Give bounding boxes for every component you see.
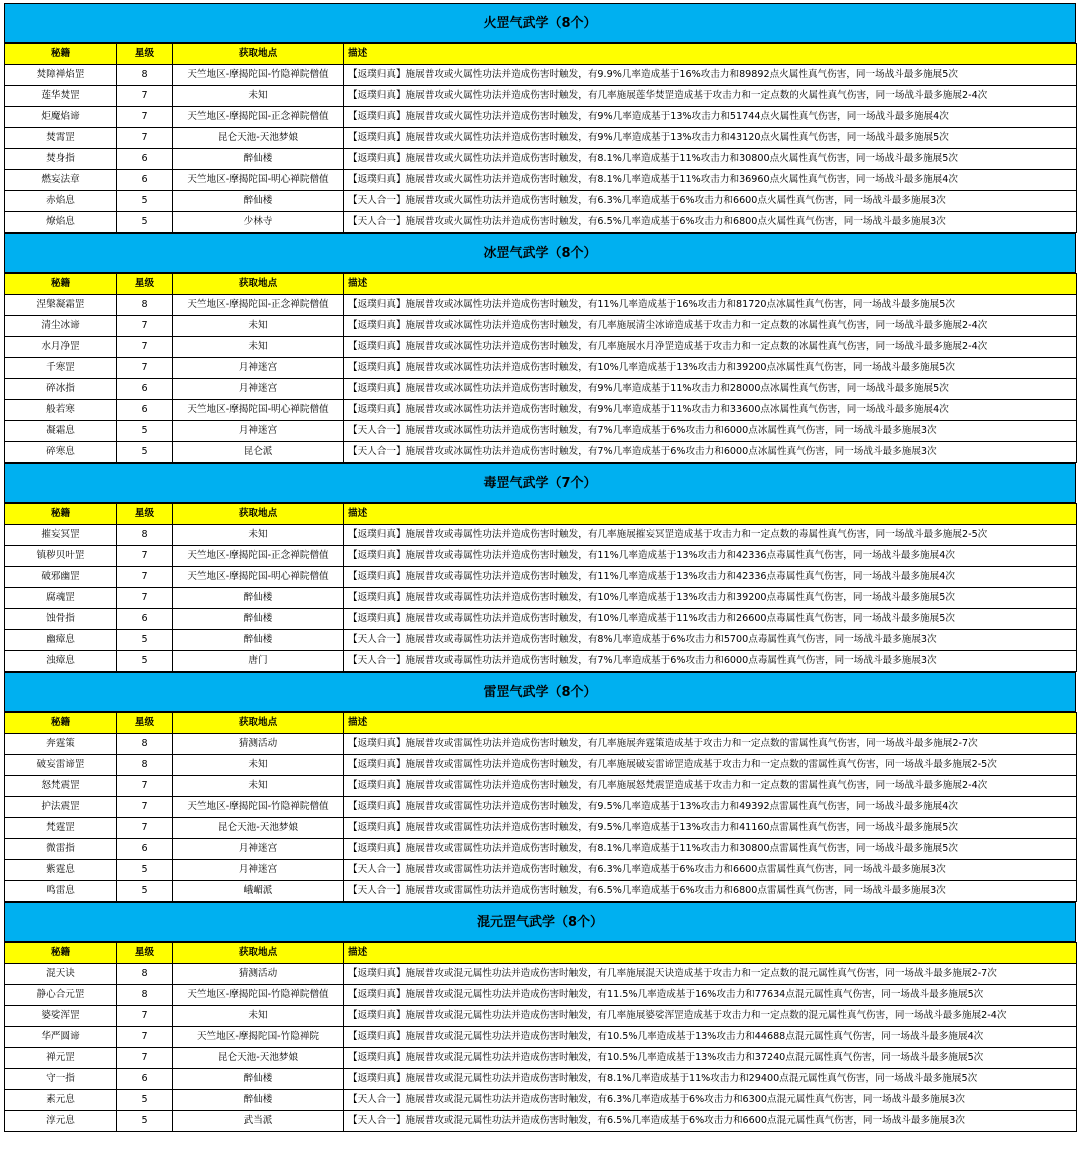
table-row bbox=[5, 776, 1077, 797]
skill-description: 【返璞归真】施展普攻或毒属性功法并造成伤害时触发，有几率施展摧妄冥罡造成基于攻击力和一定点数的毒属性真气伤害，同一场战斗最多施展2-5次 bbox=[344, 525, 1077, 546]
table-row bbox=[5, 107, 1077, 128]
source-location: 月神迷宫 bbox=[173, 379, 344, 400]
source-location: 醉仙楼 bbox=[173, 609, 344, 630]
skill-description: 【返璞归真】施展普攻或火属性功法并造成伤害时触发，有几率施展莲华焚罡造成基于攻击力和一定点数的火属性真气伤害，同一场战斗最多施展2-4次 bbox=[344, 86, 1077, 107]
section-title: 冰罡气武学（8个） bbox=[4, 233, 1076, 273]
table-row bbox=[5, 1006, 1077, 1027]
star-level: 7 bbox=[117, 86, 173, 107]
skill-name: 华严圆谛 bbox=[5, 1027, 117, 1048]
table-header-row bbox=[5, 943, 1077, 964]
star-level: 7 bbox=[117, 797, 173, 818]
source-location: 天竺地区-摩揭陀国-明心禅院僧值 bbox=[173, 567, 344, 588]
skill-description: 【返璞归真】施展普攻或混元属性功法并造成伤害时触发，有10.5%几率造成基于13%攻击力和44688点混元属性真气伤害，同一场战斗最多施展4次 bbox=[344, 1027, 1077, 1048]
header-star: 星级 bbox=[117, 504, 173, 525]
star-level: 5 bbox=[117, 881, 173, 902]
skill-description: 【天人合一】施展普攻或混元属性功法并造成伤害时触发，有6.5%几率造成基于6%攻击力和6600点混元属性真气伤害，同一场战斗最多施展3次 bbox=[344, 1111, 1077, 1132]
skill-description: 【返璞归真】施展普攻或火属性功法并造成伤害时触发，有9.9%几率造成基于16%攻击力和89892点火属性真气伤害，同一场战斗最多施展5次 bbox=[344, 65, 1077, 86]
skill-description: 【返璞归真】施展普攻或雷属性功法并造成伤害时触发，有几率施展破妄雷谛罡造成基于攻击力和一定点数的雷属性真气伤害，同一场战斗最多施展2-5次 bbox=[344, 755, 1077, 776]
header-source: 获取地点 bbox=[173, 44, 344, 65]
skill-description: 【返璞归真】施展普攻或混元属性功法并造成伤害时触发，有8.1%几率造成基于11%攻击力和29400点混元属性真气伤害，同一场战斗最多施展5次 bbox=[344, 1069, 1077, 1090]
star-level: 6 bbox=[117, 379, 173, 400]
star-level: 8 bbox=[117, 734, 173, 755]
source-location: 醉仙楼 bbox=[173, 191, 344, 212]
star-level: 8 bbox=[117, 525, 173, 546]
skill-name: 摧妄冥罡 bbox=[5, 525, 117, 546]
skill-description: 【返璞归真】施展普攻或混元属性功法并造成伤害时触发，有几率施展婆娑浑罡造成基于攻击力和一定点数的混元属性真气伤害，同一场战斗最多施展2-4次 bbox=[344, 1006, 1077, 1027]
skill-description: 【天人合一】施展普攻或火属性功法并造成伤害时触发，有6.5%几率造成基于6%攻击力和6800点火属性真气伤害，同一场战斗最多施展3次 bbox=[344, 212, 1077, 233]
skill-name: 奔霆策 bbox=[5, 734, 117, 755]
skill-sheet bbox=[4, 3, 1076, 1132]
skill-description: 【天人合一】施展普攻或毒属性功法并造成伤害时触发，有7%几率造成基于6%攻击力和6000点毒属性真气伤害，同一场战斗最多施展3次 bbox=[344, 651, 1077, 672]
star-level: 8 bbox=[117, 755, 173, 776]
source-location: 月神迷宫 bbox=[173, 860, 344, 881]
source-location: 天竺地区-摩揭陀国-竹隐禅院僧值 bbox=[173, 797, 344, 818]
skill-name: 莲华焚罡 bbox=[5, 86, 117, 107]
star-level: 7 bbox=[117, 358, 173, 379]
header-star: 星级 bbox=[117, 44, 173, 65]
star-level: 7 bbox=[117, 818, 173, 839]
star-level: 8 bbox=[117, 295, 173, 316]
source-location: 天竺地区-摩揭陀国-竹隐禅院僧值 bbox=[173, 65, 344, 86]
table-row bbox=[5, 546, 1077, 567]
skill-description: 【天人合一】施展普攻或雷属性功法并造成伤害时触发，有6.5%几率造成基于6%攻击力和6800点雷属性真气伤害，同一场战斗最多施展3次 bbox=[344, 881, 1077, 902]
source-location: 天竺地区-摩揭陀国-明心禅院僧值 bbox=[173, 170, 344, 191]
table-row bbox=[5, 839, 1077, 860]
skill-table bbox=[4, 712, 1077, 902]
skill-description: 【返璞归真】施展普攻或火属性功法并造成伤害时触发，有9%几率造成基于13%攻击力和43120点火属性真气伤害，同一场战斗最多施展5次 bbox=[344, 128, 1077, 149]
table-row bbox=[5, 128, 1077, 149]
skill-description: 【返璞归真】施展普攻或混元属性功法并造成伤害时触发，有11.5%几率造成基于16%攻击力和77634点混元属性真气伤害，同一场战斗最多施展5次 bbox=[344, 985, 1077, 1006]
skill-name: 般若寒 bbox=[5, 400, 117, 421]
skill-name: 焚霄罡 bbox=[5, 128, 117, 149]
skill-name: 燃妄法章 bbox=[5, 170, 117, 191]
table-row bbox=[5, 964, 1077, 985]
skill-description: 【返璞归真】施展普攻或火属性功法并造成伤害时触发，有8.1%几率造成基于11%攻击力和30800点火属性真气伤害，同一场战斗最多施展5次 bbox=[344, 149, 1077, 170]
table-row bbox=[5, 525, 1077, 546]
star-level: 7 bbox=[117, 588, 173, 609]
star-level: 7 bbox=[117, 776, 173, 797]
table-row bbox=[5, 1048, 1077, 1069]
source-location: 天竺地区-摩揭陀国-竹隐禅院僧值 bbox=[173, 985, 344, 1006]
table-row bbox=[5, 421, 1077, 442]
source-location: 天竺地区-摩揭陀国-正念禅院僧值 bbox=[173, 107, 344, 128]
source-location: 未知 bbox=[173, 86, 344, 107]
skill-description: 【返璞归真】施展普攻或火属性功法并造成伤害时触发，有8.1%几率造成基于11%攻击力和36960点火属性真气伤害，同一场战斗最多施展4次 bbox=[344, 170, 1077, 191]
table-row bbox=[5, 797, 1077, 818]
table-row bbox=[5, 442, 1077, 463]
skill-name: 梵霆罡 bbox=[5, 818, 117, 839]
star-level: 7 bbox=[117, 316, 173, 337]
skill-description: 【返璞归真】施展普攻或冰属性功法并造成伤害时触发，有11%几率造成基于16%攻击力和81720点冰属性真气伤害，同一场战斗最多施展5次 bbox=[344, 295, 1077, 316]
table-row bbox=[5, 212, 1077, 233]
table-row bbox=[5, 567, 1077, 588]
star-level: 5 bbox=[117, 212, 173, 233]
source-location: 昆仑天池-天池梦娘 bbox=[173, 128, 344, 149]
source-location: 昆仑天池-天池梦娘 bbox=[173, 1048, 344, 1069]
source-location: 未知 bbox=[173, 337, 344, 358]
skill-name: 破邪幽罡 bbox=[5, 567, 117, 588]
skill-name: 燎焰息 bbox=[5, 212, 117, 233]
skill-name: 破妄雷谛罡 bbox=[5, 755, 117, 776]
table-row bbox=[5, 755, 1077, 776]
header-name: 秘籍 bbox=[5, 274, 117, 295]
table-row bbox=[5, 630, 1077, 651]
star-level: 5 bbox=[117, 651, 173, 672]
skill-name: 守一指 bbox=[5, 1069, 117, 1090]
star-level: 7 bbox=[117, 128, 173, 149]
skill-description: 【返璞归真】施展普攻或雷属性功法并造成伤害时触发，有8.1%几率造成基于11%攻击力和30800点雷属性真气伤害，同一场战斗最多施展5次 bbox=[344, 839, 1077, 860]
skill-description: 【返璞归真】施展普攻或毒属性功法并造成伤害时触发，有10%几率造成基于13%攻击力和39200点毒属性真气伤害，同一场战斗最多施展5次 bbox=[344, 588, 1077, 609]
header-name: 秘籍 bbox=[5, 943, 117, 964]
star-level: 7 bbox=[117, 1027, 173, 1048]
star-level: 7 bbox=[117, 546, 173, 567]
skill-description: 【天人合一】施展普攻或冰属性功法并造成伤害时触发，有7%几率造成基于6%攻击力和6000点冰属性真气伤害，同一场战斗最多施展3次 bbox=[344, 421, 1077, 442]
table-row bbox=[5, 1111, 1077, 1132]
source-location: 天竺地区-摩揭陀国-明心禅院僧值 bbox=[173, 400, 344, 421]
skill-description: 【返璞归真】施展普攻或雷属性功法并造成伤害时触发，有几率施展奔霆策造成基于攻击力和一定点数的雷属性真气伤害，同一场战斗最多施展2-7次 bbox=[344, 734, 1077, 755]
table-row bbox=[5, 1090, 1077, 1111]
header-desc: 描述 bbox=[344, 504, 1077, 525]
star-level: 5 bbox=[117, 442, 173, 463]
star-level: 5 bbox=[117, 860, 173, 881]
skill-description: 【返璞归真】施展普攻或雷属性功法并造成伤害时触发，有9.5%几率造成基于13%攻击力和41160点雷属性真气伤害，同一场战斗最多施展5次 bbox=[344, 818, 1077, 839]
source-location: 醉仙楼 bbox=[173, 1069, 344, 1090]
source-location: 月神迷宫 bbox=[173, 839, 344, 860]
header-star: 星级 bbox=[117, 943, 173, 964]
table-row bbox=[5, 149, 1077, 170]
skill-name: 混天诀 bbox=[5, 964, 117, 985]
star-level: 6 bbox=[117, 400, 173, 421]
skill-name: 碎冰指 bbox=[5, 379, 117, 400]
star-level: 6 bbox=[117, 609, 173, 630]
source-location: 醉仙楼 bbox=[173, 588, 344, 609]
source-location: 武当派 bbox=[173, 1111, 344, 1132]
skill-name: 炬魔焰谛 bbox=[5, 107, 117, 128]
table-row bbox=[5, 86, 1077, 107]
header-source: 获取地点 bbox=[173, 274, 344, 295]
source-location: 昆仑派 bbox=[173, 442, 344, 463]
section-title: 毒罡气武学（7个） bbox=[4, 463, 1076, 503]
skill-description: 【返璞归真】施展普攻或毒属性功法并造成伤害时触发，有10%几率造成基于11%攻击力和26600点毒属性真气伤害，同一场战斗最多施展5次 bbox=[344, 609, 1077, 630]
star-level: 6 bbox=[117, 839, 173, 860]
star-level: 7 bbox=[117, 1006, 173, 1027]
source-location: 未知 bbox=[173, 1006, 344, 1027]
header-source: 获取地点 bbox=[173, 943, 344, 964]
table-header-row bbox=[5, 274, 1077, 295]
skill-name: 禅元罡 bbox=[5, 1048, 117, 1069]
skill-table bbox=[4, 503, 1077, 672]
source-location: 猜测活动 bbox=[173, 964, 344, 985]
skill-table bbox=[4, 273, 1077, 463]
header-desc: 描述 bbox=[344, 44, 1077, 65]
header-star: 星级 bbox=[117, 274, 173, 295]
source-location: 月神迷宫 bbox=[173, 421, 344, 442]
table-row bbox=[5, 609, 1077, 630]
header-name: 秘籍 bbox=[5, 504, 117, 525]
source-location: 未知 bbox=[173, 525, 344, 546]
skill-name: 焚身指 bbox=[5, 149, 117, 170]
star-level: 6 bbox=[117, 170, 173, 191]
skill-description: 【天人合一】施展普攻或毒属性功法并造成伤害时触发，有8%几率造成基于6%攻击力和5700点毒属性真气伤害，同一场战斗最多施展3次 bbox=[344, 630, 1077, 651]
skill-name: 水月净罡 bbox=[5, 337, 117, 358]
source-location: 少林寺 bbox=[173, 212, 344, 233]
skill-name: 镇秽贝叶罡 bbox=[5, 546, 117, 567]
skill-description: 【返璞归真】施展普攻或毒属性功法并造成伤害时触发，有11%几率造成基于13%攻击力和42336点毒属性真气伤害，同一场战斗最多施展4次 bbox=[344, 567, 1077, 588]
header-name: 秘籍 bbox=[5, 713, 117, 734]
star-level: 5 bbox=[117, 630, 173, 651]
skill-description: 【返璞归真】施展普攻或混元属性功法并造成伤害时触发，有10.5%几率造成基于13%攻击力和37240点混元属性真气伤害，同一场战斗最多施展5次 bbox=[344, 1048, 1077, 1069]
star-level: 6 bbox=[117, 149, 173, 170]
source-location: 未知 bbox=[173, 776, 344, 797]
skill-description: 【天人合一】施展普攻或混元属性功法并造成伤害时触发，有6.3%几率造成基于6%攻击力和6300点混元属性真气伤害，同一场战斗最多施展3次 bbox=[344, 1090, 1077, 1111]
source-location: 峨嵋派 bbox=[173, 881, 344, 902]
table-row bbox=[5, 400, 1077, 421]
table-row bbox=[5, 295, 1077, 316]
star-level: 6 bbox=[117, 1069, 173, 1090]
skill-name: 幽瘴息 bbox=[5, 630, 117, 651]
star-level: 7 bbox=[117, 1048, 173, 1069]
header-star: 星级 bbox=[117, 713, 173, 734]
source-location: 未知 bbox=[173, 316, 344, 337]
header-desc: 描述 bbox=[344, 713, 1077, 734]
header-source: 获取地点 bbox=[173, 713, 344, 734]
skill-description: 【天人合一】施展普攻或冰属性功法并造成伤害时触发，有7%几率造成基于6%攻击力和6000点冰属性真气伤害，同一场战斗最多施展3次 bbox=[344, 442, 1077, 463]
table-row bbox=[5, 379, 1077, 400]
skill-name: 婆娑浑罡 bbox=[5, 1006, 117, 1027]
table-row bbox=[5, 337, 1077, 358]
source-location: 醉仙楼 bbox=[173, 149, 344, 170]
skill-name: 涅槃凝霜罡 bbox=[5, 295, 117, 316]
skill-name: 微雷指 bbox=[5, 839, 117, 860]
star-level: 8 bbox=[117, 964, 173, 985]
table-row bbox=[5, 1069, 1077, 1090]
skill-name: 蚀骨指 bbox=[5, 609, 117, 630]
star-level: 5 bbox=[117, 421, 173, 442]
source-location: 天竺地区-摩揭陀国-竹隐禅院 bbox=[173, 1027, 344, 1048]
section-title: 雷罡气武学（8个） bbox=[4, 672, 1076, 712]
skill-description: 【返璞归真】施展普攻或冰属性功法并造成伤害时触发，有10%几率造成基于13%攻击力和39200点冰属性真气伤害，同一场战斗最多施展5次 bbox=[344, 358, 1077, 379]
source-location: 天竺地区-摩揭陀国-正念禅院僧值 bbox=[173, 295, 344, 316]
section-title: 火罡气武学（8个） bbox=[4, 3, 1076, 43]
table-row bbox=[5, 316, 1077, 337]
table-header-row bbox=[5, 44, 1077, 65]
skill-name: 赤焰息 bbox=[5, 191, 117, 212]
skill-table bbox=[4, 43, 1077, 233]
source-location: 唐门 bbox=[173, 651, 344, 672]
skill-description: 【返璞归真】施展普攻或混元属性功法并造成伤害时触发，有几率施展混天诀造成基于攻击力和一定点数的混元属性真气伤害，同一场战斗最多施展2-7次 bbox=[344, 964, 1077, 985]
skill-name: 凝霜息 bbox=[5, 421, 117, 442]
skill-description: 【返璞归真】施展普攻或冰属性功法并造成伤害时触发，有几率施展清尘冰谛造成基于攻击力和一定点数的冰属性真气伤害，同一场战斗最多施展2-4次 bbox=[344, 316, 1077, 337]
skill-name: 腐魂罡 bbox=[5, 588, 117, 609]
source-location: 醉仙楼 bbox=[173, 1090, 344, 1111]
skill-name: 鸣雷息 bbox=[5, 881, 117, 902]
source-location: 天竺地区-摩揭陀国-正念禅院僧值 bbox=[173, 546, 344, 567]
table-row bbox=[5, 734, 1077, 755]
table-row bbox=[5, 985, 1077, 1006]
table-row bbox=[5, 881, 1077, 902]
table-row bbox=[5, 191, 1077, 212]
star-level: 8 bbox=[117, 65, 173, 86]
table-row bbox=[5, 65, 1077, 86]
star-level: 7 bbox=[117, 567, 173, 588]
table-header-row bbox=[5, 713, 1077, 734]
skill-name: 千寒罡 bbox=[5, 358, 117, 379]
skill-name: 碎寒息 bbox=[5, 442, 117, 463]
header-desc: 描述 bbox=[344, 943, 1077, 964]
star-level: 5 bbox=[117, 191, 173, 212]
skill-description: 【返璞归真】施展普攻或雷属性功法并造成伤害时触发，有几率施展怒梵震罡造成基于攻击力和一定点数的雷属性真气伤害，同一场战斗最多施展2-4次 bbox=[344, 776, 1077, 797]
table-row bbox=[5, 358, 1077, 379]
table-row bbox=[5, 860, 1077, 881]
skill-name: 素元息 bbox=[5, 1090, 117, 1111]
skill-table bbox=[4, 942, 1077, 1132]
table-row bbox=[5, 170, 1077, 191]
skill-name: 淳元息 bbox=[5, 1111, 117, 1132]
source-location: 猜测活动 bbox=[173, 734, 344, 755]
skill-name: 焚障禅焰罡 bbox=[5, 65, 117, 86]
header-desc: 描述 bbox=[344, 274, 1077, 295]
skill-name: 清尘冰谛 bbox=[5, 316, 117, 337]
table-row bbox=[5, 651, 1077, 672]
source-location: 月神迷宫 bbox=[173, 358, 344, 379]
star-level: 8 bbox=[117, 985, 173, 1006]
skill-description: 【返璞归真】施展普攻或冰属性功法并造成伤害时触发，有9%几率造成基于11%攻击力和28000点冰属性真气伤害，同一场战斗最多施展5次 bbox=[344, 379, 1077, 400]
star-level: 5 bbox=[117, 1090, 173, 1111]
skill-name: 浊瘴息 bbox=[5, 651, 117, 672]
source-location: 醉仙楼 bbox=[173, 630, 344, 651]
table-row bbox=[5, 588, 1077, 609]
skill-description: 【返璞归真】施展普攻或火属性功法并造成伤害时触发，有9%几率造成基于13%攻击力和51744点火属性真气伤害，同一场战斗最多施展4次 bbox=[344, 107, 1077, 128]
header-name: 秘籍 bbox=[5, 44, 117, 65]
skill-description: 【返璞归真】施展普攻或雷属性功法并造成伤害时触发，有9.5%几率造成基于13%攻击力和49392点雷属性真气伤害，同一场战斗最多施展4次 bbox=[344, 797, 1077, 818]
star-level: 5 bbox=[117, 1111, 173, 1132]
skill-name: 护法震罡 bbox=[5, 797, 117, 818]
header-source: 获取地点 bbox=[173, 504, 344, 525]
skill-description: 【返璞归真】施展普攻或毒属性功法并造成伤害时触发，有11%几率造成基于13%攻击力和42336点毒属性真气伤害，同一场战斗最多施展4次 bbox=[344, 546, 1077, 567]
skill-name: 静心合元罡 bbox=[5, 985, 117, 1006]
table-header-row bbox=[5, 504, 1077, 525]
star-level: 7 bbox=[117, 337, 173, 358]
skill-name: 怒梵震罡 bbox=[5, 776, 117, 797]
skill-description: 【返璞归真】施展普攻或冰属性功法并造成伤害时触发，有几率施展水月净罡造成基于攻击力和一定点数的冰属性真气伤害，同一场战斗最多施展2-4次 bbox=[344, 337, 1077, 358]
table-row bbox=[5, 1027, 1077, 1048]
skill-name: 紫霆息 bbox=[5, 860, 117, 881]
skill-description: 【返璞归真】施展普攻或冰属性功法并造成伤害时触发，有9%几率造成基于11%攻击力和33600点冰属性真气伤害，同一场战斗最多施展4次 bbox=[344, 400, 1077, 421]
skill-description: 【天人合一】施展普攻或火属性功法并造成伤害时触发，有6.3%几率造成基于6%攻击力和6600点火属性真气伤害，同一场战斗最多施展3次 bbox=[344, 191, 1077, 212]
skill-description: 【天人合一】施展普攻或雷属性功法并造成伤害时触发，有6.3%几率造成基于6%攻击力和6600点雷属性真气伤害，同一场战斗最多施展3次 bbox=[344, 860, 1077, 881]
source-location: 未知 bbox=[173, 755, 344, 776]
source-location: 昆仑天池-天池梦娘 bbox=[173, 818, 344, 839]
star-level: 7 bbox=[117, 107, 173, 128]
table-row bbox=[5, 818, 1077, 839]
section-title: 混元罡气武学（8个） bbox=[4, 902, 1076, 942]
